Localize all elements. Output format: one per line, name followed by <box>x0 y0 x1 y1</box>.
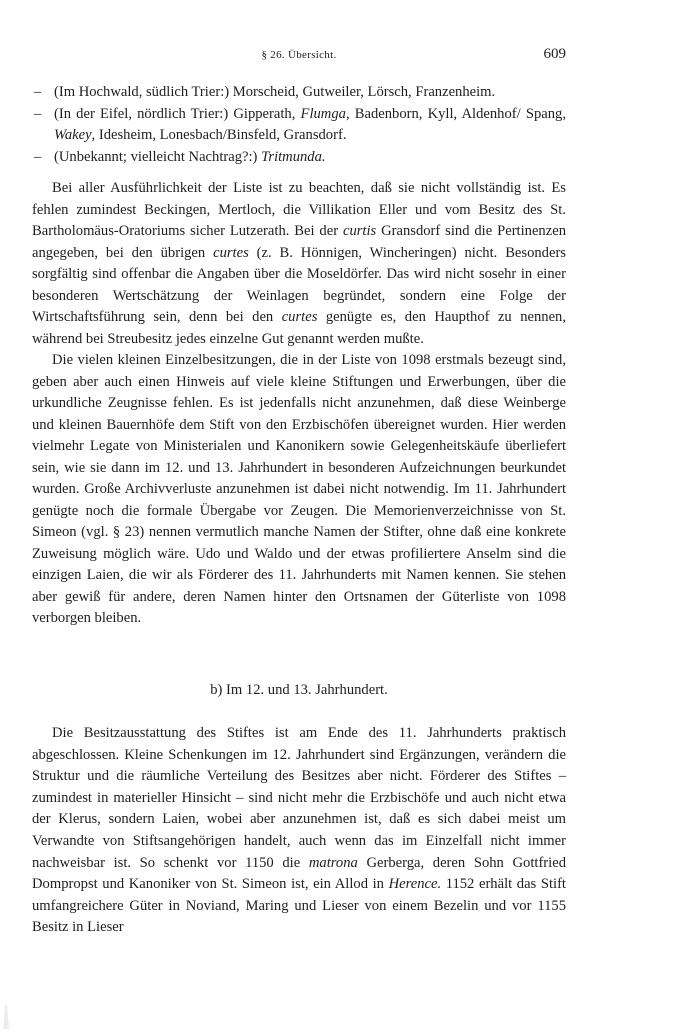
scan-artifact <box>2 1005 10 1029</box>
italic-term: curtes <box>213 244 249 261</box>
text-run: (In der Eifel, nördlich Trier:) Gipperath, <box>54 105 301 122</box>
text-run: (z. B. Hönnigen, Wincheringen) nicht. Besonders sorgfältig sind offenbar die Angaben über die Moseldörfer. Das wird nicht sosehr in einer besonderen Wertschätzung der Weinlagen begründet, sondern eine Folge der Wirtschaftsführung sein, denn bei den <box>32 244 566 325</box>
paragraph <box>32 723 566 939</box>
text-run: , Idesheim, Lonesbach/Binsfeld, Gransdorf. <box>91 127 347 143</box>
italic-term: Herence. <box>388 876 442 893</box>
page-number: 609 <box>543 46 566 62</box>
list-dash: – <box>34 105 42 122</box>
text-run: Die vielen kleinen Einzelbesitzungen, die in der Liste von 1098 erstmals bezeugt sind, geben aber auch einen Hinweis auf viele kleine Stiftungen und Erwerbungen, über die urkundliche Zeugnisse fehlen. Es ist jedenfalls nicht anzunehmen, daß diese Weinberge und kleinen Bauernhöfe dem Stift von den Erzbischöfen übereignet wurden. Hier werden vielmehr Legate von Ministerialen und Kanonikern sowie Gelegenheitskäufe überliefert sein, wie sie dann im 12. und 13. Jahrhundert in besonderen Aufzeichnungen beurkundet wurden. Große Archivverluste anzunehmen ist dabei nicht notwendig. Im 11. Jahrhundert genügte noch die formale Übergabe vor Zeugen. Die Memorienverzeichnisse von St. Simeon (vgl. § 23) nennen vermutlich manche Namen der Stifter, ohne daß eine konkrete Zuweisung möglich wäre. Udo und Waldo und der etwas profiliertere Anselm sind die einzigen Laien, die wir als Förderer des 11. Jahrhunderts mit Namen kennen. Sie stehen aber gewiß für andere, deren Namen hinter den Ortsnamen der Güterliste von 1098 verborgen bleiben. <box>32 352 566 626</box>
list-item-text <box>54 149 326 165</box>
list-item <box>32 82 566 104</box>
text-run: genügte es, den Haupthof zu nennen, während bei Streubesitz jedes einzelne Gut genannt werden mußte. <box>32 309 566 347</box>
body-text-continued <box>32 723 566 939</box>
list-dash: – <box>34 84 42 100</box>
place-list <box>32 82 566 168</box>
list-item <box>32 147 566 169</box>
italic-term: Tritmunda. <box>261 148 326 165</box>
page-header <box>32 44 566 66</box>
italic-term: curtes <box>281 309 318 325</box>
list-item-text <box>54 106 566 144</box>
italic-term: Wakey <box>54 127 92 143</box>
italic-term: Flumga <box>300 105 346 122</box>
section-heading: b) Im 12. und 13. Jahrhundert. <box>210 682 388 698</box>
text-run: 1152 erhält das Stift umfangreichere Güter in Noviand, Maring und Lieser von einem Bezelin und vor 1155 Besitz in Lieser <box>32 876 566 936</box>
text-run: Gransdorf sind die Pertinenzen angegeben, bei den übrigen <box>32 223 566 261</box>
text-run: , Badenborn, Kyll, Aldenhof/ Spang, <box>345 105 566 122</box>
running-title: § 26. Übersicht. <box>261 49 337 61</box>
italic-term: matrona <box>308 854 358 871</box>
list-dash: – <box>34 148 42 165</box>
paragraph <box>32 350 566 630</box>
text-run: Bei aller Ausführlichkeit der Liste ist zu beachten, daß sie nicht vollständig ist. Es fehlen zumindest Beckingen, Mertloch, die Villikation Eller und vom Besitz des St. Bartholomäus-Oratoriums sicher Lutzerath. Bei der <box>32 180 566 239</box>
list-item-text <box>54 84 495 100</box>
body-text <box>32 178 566 630</box>
italic-term: curtis <box>342 223 377 239</box>
text-run: Gerberga, deren Sohn Gottfried Dompropst und Kanoniker von St. Simeon ist, ein Allod in <box>32 854 566 893</box>
text-run: (Im Hochwald, südlich Trier:) Morscheid, Gutweiler, Lörsch, Franzenheim. <box>54 84 496 100</box>
text-run: Die Besitzausstattung des Stiftes ist am Ende des 11. Jahrhunderts praktisch abgeschlossen. Kleine Schenkungen im 12. Jahrhundert sind Ergänzungen, verändern die Struktur und die räumliche Verteilung des Besitzes aber nicht. Förderer des Stiftes – zumindest in materieller Hinsicht – sind nicht mehr die Erzbischöfe und auch nicht etwa der Klerus, sondern Laien, wobei aber anzunehmen ist, daß es sich dabei meist um Verwandte von Stiftsangehörigen handelt, auch wenn das im Einzelfall nicht immer nachweisbar ist. So schenkt vor 1150 die <box>32 725 566 871</box>
text-run: (Unbekannt; vielleicht Nachtrag?:) <box>54 148 262 165</box>
paragraph <box>32 178 566 350</box>
list-item <box>32 104 566 147</box>
